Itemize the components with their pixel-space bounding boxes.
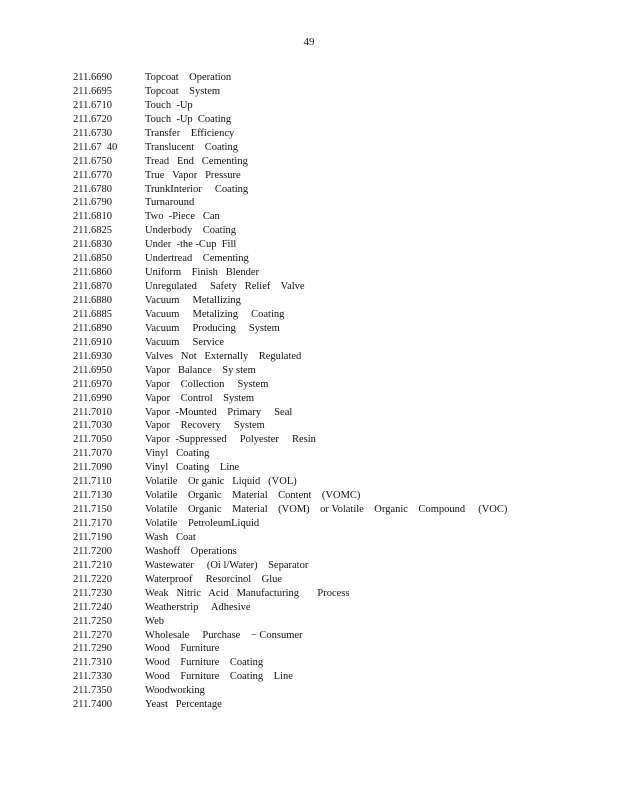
- section-number: 211.6830: [73, 239, 112, 251]
- section-number: 211.6885: [73, 308, 112, 320]
- definition-term: Vapor Balance Sy stem: [145, 364, 256, 376]
- section-number: 211.7110: [73, 476, 112, 488]
- definition-term: Wastewater (Oi l/Water) Separator: [145, 559, 309, 571]
- definition-term: Translucent Coating: [145, 141, 238, 153]
- section-number: 211.6780: [73, 183, 112, 195]
- section-number: 211.7150: [73, 504, 112, 516]
- definition-term: Washoff Operations: [145, 545, 237, 557]
- section-number: 211.7050: [73, 434, 112, 446]
- section-number: 211.6730: [73, 127, 112, 139]
- section-number: 211.6850: [73, 253, 112, 265]
- definition-term: Woodworking: [145, 685, 205, 697]
- page-number: 49: [303, 36, 315, 48]
- section-number: 211.7220: [73, 573, 112, 585]
- section-number: 211.6710: [73, 99, 112, 111]
- section-number: 211.7070: [73, 448, 112, 460]
- definition-term: Vapor -Suppressed Polyester Resin: [145, 434, 316, 446]
- section-number: 211.6970: [73, 378, 112, 390]
- definition-term: Vapor -Mounted Primary Seal: [145, 406, 293, 418]
- definition-term: Volatile Organic Material (VOM) or Volatile Organic Compound (VOC): [145, 504, 508, 516]
- definition-term: Vapor Control System: [145, 392, 255, 404]
- definition-term: Weatherstrip Adhesive: [145, 601, 251, 613]
- definition-term: Vacuum Service: [145, 336, 225, 348]
- section-number: 211.7310: [73, 657, 112, 669]
- section-number: 211.7240: [73, 601, 112, 613]
- definition-term: Touch -Up Coating: [145, 113, 232, 125]
- definition-term: Web: [145, 615, 164, 627]
- definition-term: Volatile Organic Material Content (VOMC): [145, 490, 361, 502]
- section-number: 211.6695: [73, 85, 112, 97]
- section-number: 211.6860: [73, 267, 112, 279]
- definition-term: Volatile Or ganic Liquid (VOL): [145, 476, 297, 488]
- section-number: 211.67 40: [73, 141, 118, 153]
- definition-term: Vinyl Coating: [145, 448, 210, 460]
- definition-term: Uniform Finish Blender: [145, 267, 260, 279]
- section-number: 211.7400: [73, 699, 112, 711]
- section-number: 211.6870: [73, 281, 112, 293]
- section-number: 211.7030: [73, 420, 112, 432]
- section-number: 211.6690: [73, 72, 112, 83]
- definition-term: Wholesale Purchase − Consumer: [145, 629, 303, 641]
- section-number: 211.6910: [73, 336, 112, 348]
- definition-term: Touch -Up: [145, 99, 193, 111]
- definition-term: Vacuum Producing System: [145, 322, 280, 334]
- section-number: 211.6750: [73, 155, 112, 167]
- definition-term: Valves Not Externally Regulated: [145, 350, 302, 362]
- section-number: 211.6770: [73, 169, 112, 181]
- section-number: 211.6810: [73, 211, 112, 223]
- definition-term: Yeast Percentage: [145, 699, 222, 711]
- definition-term: Wood Furniture Coating Line: [145, 671, 293, 683]
- section-number: 211.7290: [73, 643, 112, 655]
- definition-term: Volatile PetroleumLiquid: [145, 518, 260, 529]
- section-number: 211.7350: [73, 685, 112, 697]
- section-number: 211.6720: [73, 113, 112, 125]
- section-number: 211.6890: [73, 322, 112, 334]
- definition-term: Tread End Cementing: [145, 155, 248, 167]
- section-number: 211.6825: [73, 225, 112, 237]
- section-number: 211.7010: [73, 406, 112, 418]
- definition-term: Vapor Recovery System: [145, 420, 265, 432]
- definition-term: Wood Furniture: [145, 643, 220, 655]
- section-number: 211.7130: [73, 490, 112, 502]
- section-number: 211.7090: [73, 462, 112, 474]
- definition-term: Vinyl Coating Line: [145, 462, 240, 474]
- section-number: 211.6880: [73, 295, 112, 306]
- definition-term: Vacuum Metalizing Coating: [145, 308, 285, 320]
- definition-term: Two -Piece Can: [145, 211, 220, 223]
- definition-term: Wood Furniture Coating: [145, 657, 264, 669]
- section-number: 211.7230: [73, 587, 112, 599]
- definition-term: Vacuum Metallizing: [145, 295, 241, 306]
- section-number: 211.7250: [73, 615, 112, 627]
- definition-term: True Vapor Pressure: [145, 169, 241, 181]
- definition-term: Topcoat Operation: [145, 72, 232, 83]
- definition-term: Underbody Coating: [145, 225, 236, 237]
- definition-term: Wash Coat: [145, 531, 196, 543]
- section-number: 211.6950: [73, 364, 112, 376]
- definition-term: Weak Nitric Acid Manufacturing Process: [145, 587, 350, 599]
- definition-term: Turnaround: [145, 197, 195, 209]
- section-number: 211.7200: [73, 545, 112, 557]
- section-number: 211.6930: [73, 350, 112, 362]
- section-number: 211.7330: [73, 671, 112, 683]
- definition-term: Vapor Collection System: [145, 378, 269, 390]
- section-number: 211.7170: [73, 518, 112, 529]
- definition-term: Waterproof Resorcinol Glue: [145, 573, 283, 585]
- section-number: 211.6990: [73, 392, 112, 404]
- section-number: 211.7270: [73, 629, 112, 641]
- definition-term: Under -the -Cup Fill: [145, 239, 237, 251]
- definition-term: Undertread Cementing: [145, 253, 249, 265]
- definition-term: Transfer Efficiency: [145, 127, 235, 139]
- section-number: 211.7210: [73, 559, 112, 571]
- definition-term: TrunkInterior Coating: [145, 183, 249, 195]
- definition-term: Topcoat System: [145, 85, 221, 97]
- definition-term: Unregulated Safety Relief Valve: [145, 281, 305, 293]
- section-number: 211.6790: [73, 197, 112, 209]
- section-number: 211.7190: [73, 531, 112, 543]
